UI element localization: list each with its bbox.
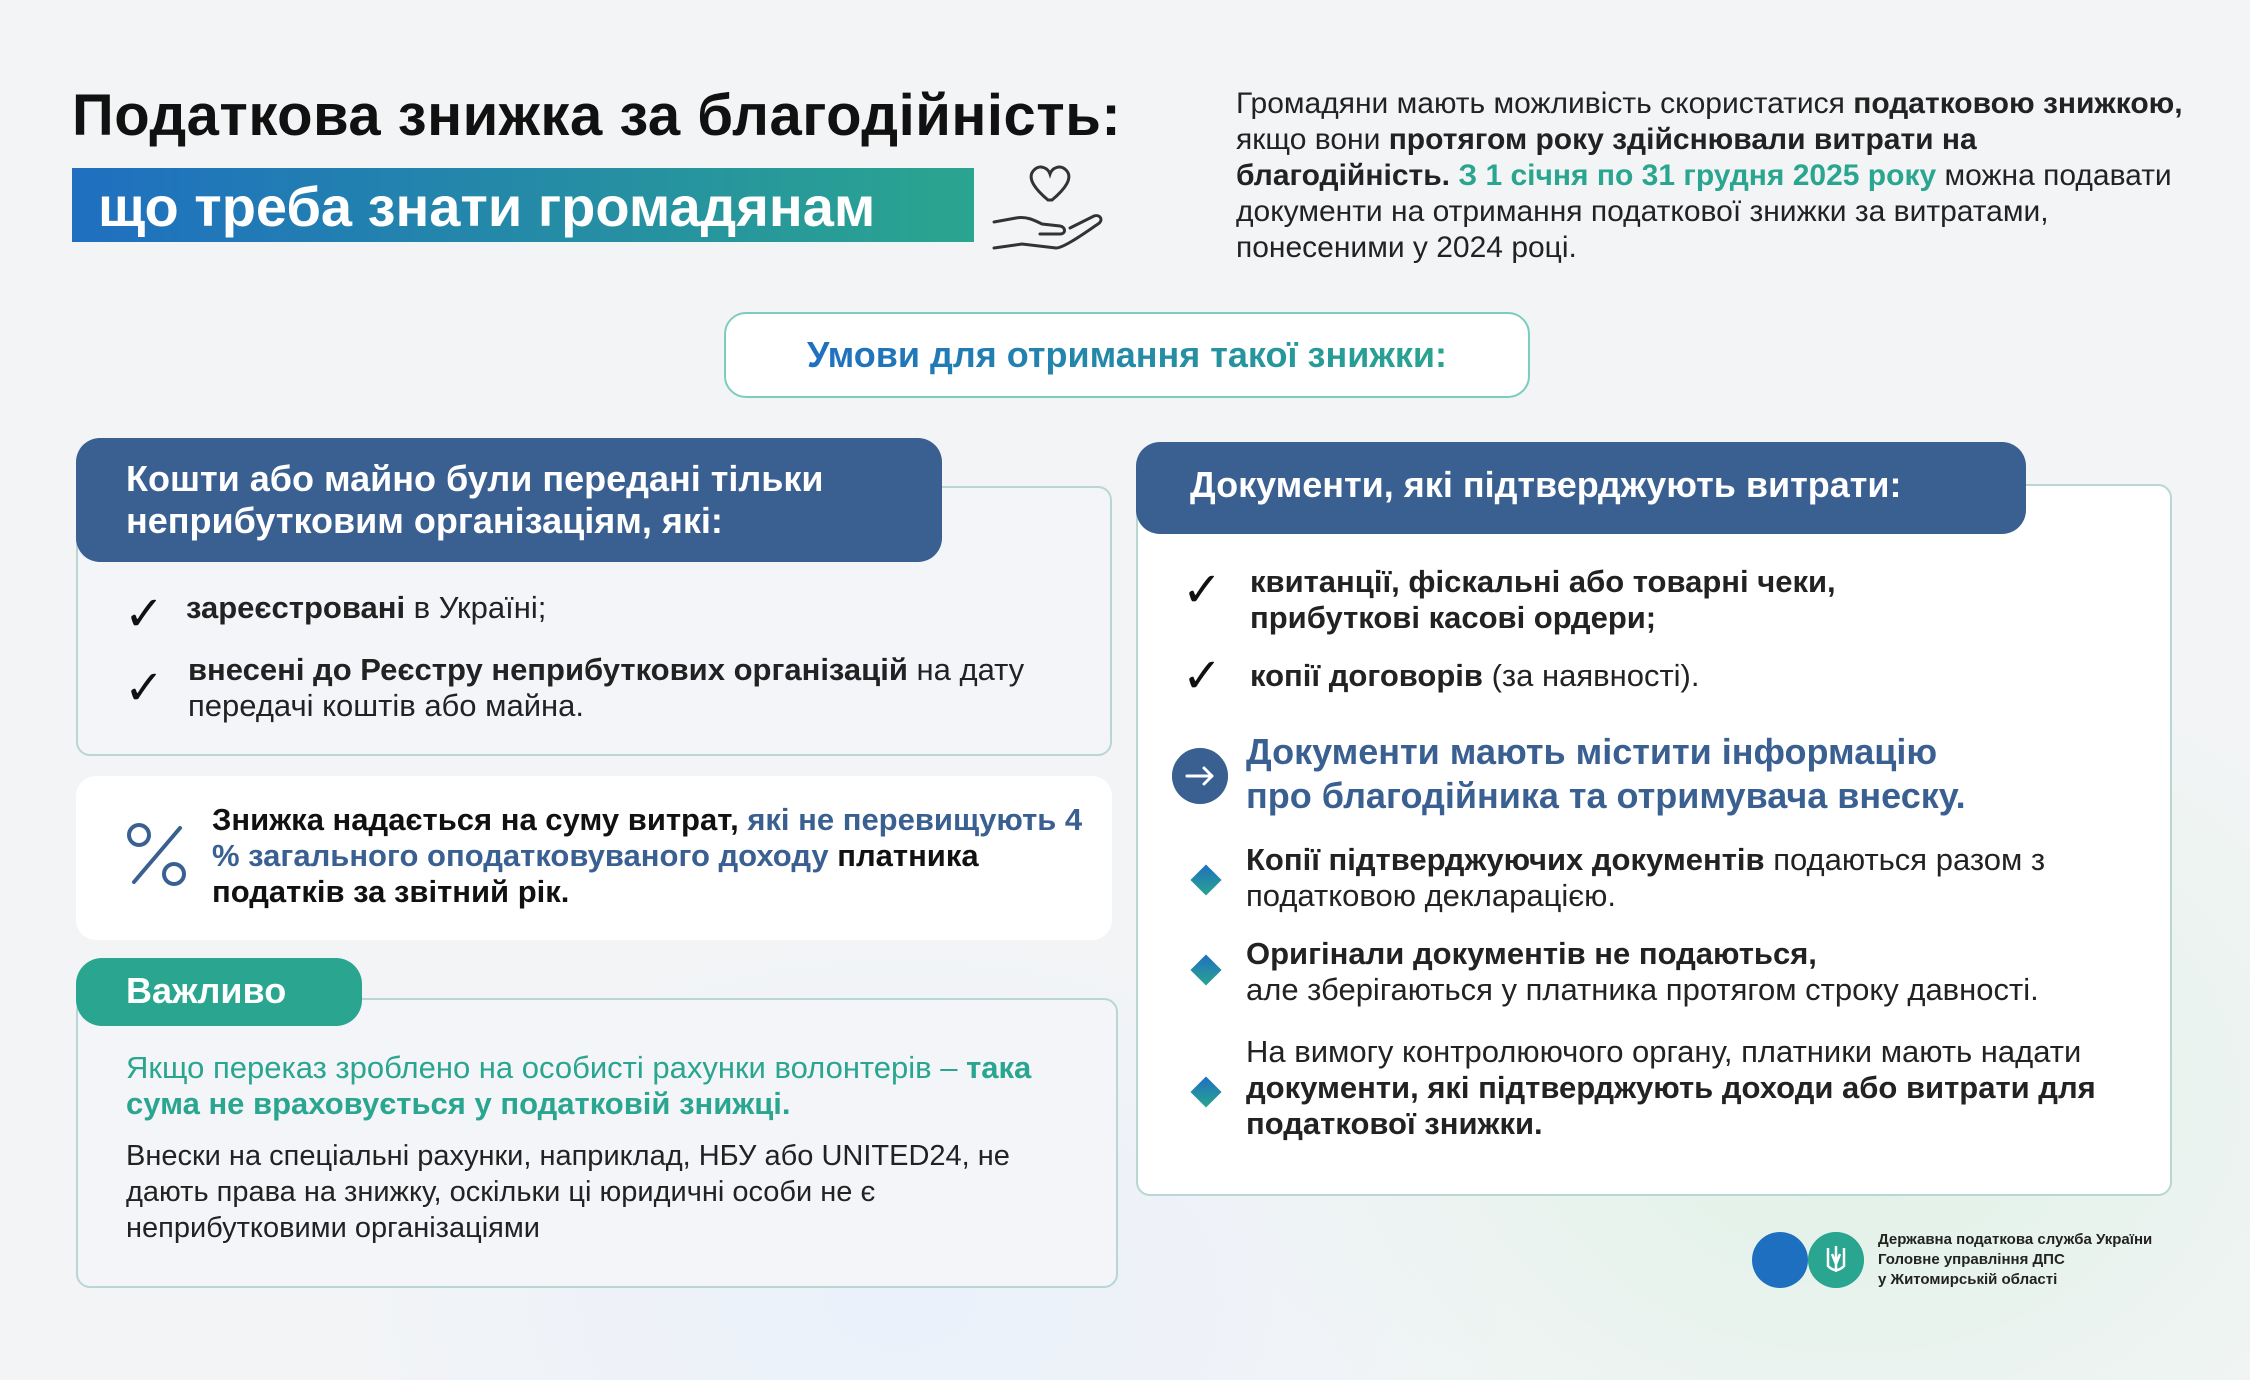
checkmark-icon: ✓ — [124, 660, 165, 716]
diamond-bullet-icon — [1188, 862, 1224, 898]
important-special-accounts-note: Внески на спеціальні рахунки, наприклад, НБУ або UNITED24, не дають права на знижку, оскільки ці юридичні особи не є неприбутковими організаціями — [126, 1140, 1010, 1244]
organization-name: Державна податкова служба України Головне управління ДПС у Житомирській області — [1878, 1231, 2153, 1288]
rule-originals: Оригінали документів не подаються, але зберігаються у платника протягом строку давності. — [1246, 936, 2039, 1007]
doc-item-contracts: копії договорів (за наявності). — [1250, 658, 1700, 693]
page-subtitle-banner: що треба знати громадянам — [72, 168, 974, 242]
condition-item-registered: зареєстровані в Україні; — [186, 590, 547, 625]
rule-on-demand: На вимогу контролюючого органу, платники мають надати документи, які підтверджують доходи або витрати для податкової знижки. — [1246, 1034, 2096, 1141]
rule-copies: Копії підтверджуючих документів подаються разом з податковою декларацією. — [1246, 842, 2046, 913]
nonprofit-card-heading: Кошти або майно були передані тільки неприбутковим організаціям, які: — [76, 438, 942, 562]
diamond-bullet-icon — [1188, 952, 1224, 988]
intro-text: Громадяни мають можливість скористатися податковою знижкою, якщо вони протягом року здійснювали витрати на благодійність. З 1 січня по 31 грудня 2025 року можна подавати документи на отримання податкової знижки за витратами, понесеними у 2024 році. — [1236, 87, 2183, 264]
heart-in-hand-icon — [986, 160, 1116, 270]
arrow-right-icon — [1172, 748, 1228, 804]
conditions-title: Умови для отримання такої знижки: — [724, 312, 1530, 398]
trident-emblem-icon — [1808, 1232, 1864, 1288]
diamond-bullet-icon — [1188, 1074, 1224, 1110]
checkmark-icon: ✓ — [1182, 648, 1223, 704]
condition-item-register: внесені до Реєстру неприбуткових організацій на дату передачі коштів або майна. — [188, 652, 1025, 723]
doc-item-receipts: квитанції, фіскальні або товарні чеки, прибуткові касові ордери; — [1250, 564, 1836, 635]
documents-card-heading: Документи, які підтверджують витрати: — [1136, 442, 2026, 534]
important-label: Важливо — [76, 958, 362, 1026]
documents-info-note: Документи мають містити інформацію про благодійника та отримувача внеску. — [1246, 731, 1966, 816]
percent-card-text: Знижка надається на суму витрат, які не перевищують 4 % загального оподатковуваного доходу платника податків за звітний рік. — [212, 802, 1083, 909]
percent-icon — [124, 820, 190, 890]
important-volunteer-note: Якщо переказ зроблено на особисті рахунки волонтерів – така сума не враховується у податковій знижці. — [126, 1050, 1032, 1121]
dps-logo-circle — [1752, 1232, 1808, 1288]
page-title: Податкова знижка за благодійність: — [72, 83, 1122, 148]
checkmark-icon: ✓ — [124, 586, 165, 642]
checkmark-icon: ✓ — [1182, 562, 1223, 618]
